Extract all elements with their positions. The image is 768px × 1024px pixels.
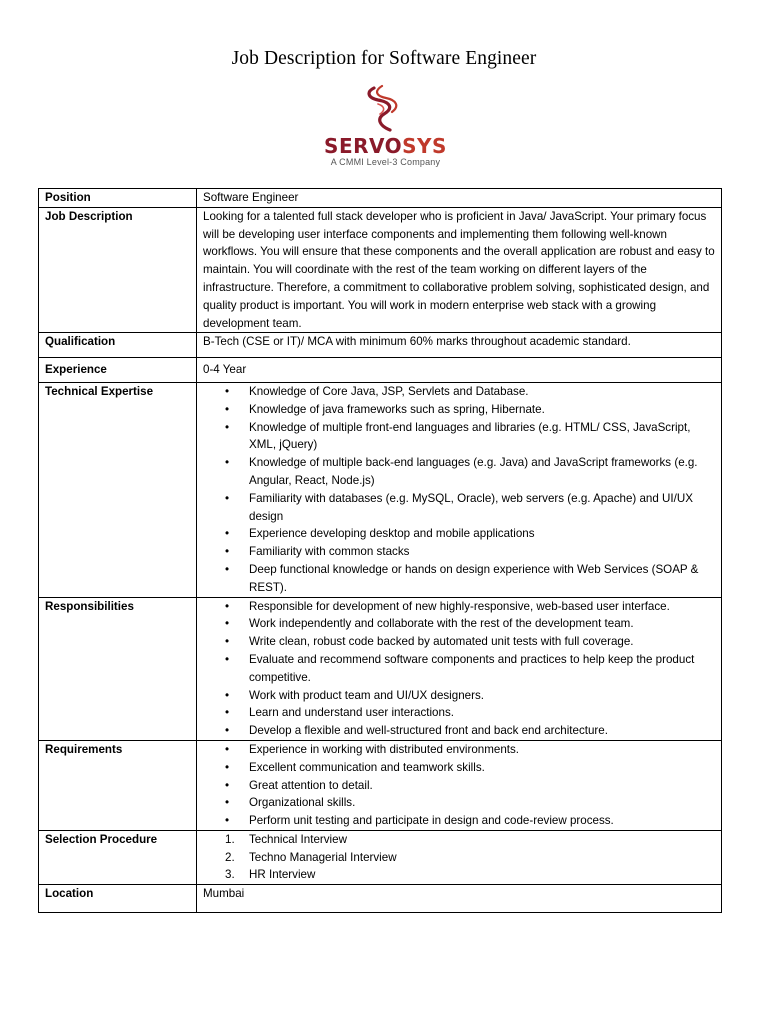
list-item: • Experience developing desktop and mobile applications [203, 525, 717, 543]
row-value [197, 382, 722, 597]
servosys-swirl-icon [360, 84, 410, 134]
row-label: Requirements [39, 740, 197, 830]
table-row-selection-procedure [39, 830, 722, 884]
list-item: • Familiarity with databases (e.g. MySQL, Oracle), web servers (e.g. Apache) and UI/UX design [203, 490, 717, 526]
row-label: Technical Expertise [39, 382, 197, 597]
row-value: Mumbai [197, 885, 722, 913]
list-item: • Work with product team and UI/UX designers. [203, 687, 717, 705]
list-item: • Write clean, robust code backed by automated unit tests with full coverage. [203, 633, 717, 651]
list-item: • Knowledge of multiple front-end languages and libraries (e.g. HTML/ CSS, JavaScript, XML, jQuery) [203, 419, 717, 455]
company-logo [318, 84, 453, 170]
technical-expertise-list [203, 383, 717, 597]
list-item: • Responsible for development of new highly-responsive, web-based user interface. [203, 598, 717, 616]
list-item: • Knowledge of java frameworks such as spring, Hibernate. [203, 401, 717, 419]
row-label: Job Description [39, 207, 197, 333]
row-label: Location [39, 885, 197, 913]
list-item: Technical Interview [249, 832, 347, 846]
list-item: • Knowledge of multiple back-end languages (e.g. Java) and JavaScript frameworks (e.g. Angular, React, Node.js) [203, 454, 717, 490]
row-value: B-Tech (CSE or IT)/ MCA with minimum 60% marks throughout academic standard. [197, 333, 722, 358]
row-label: Selection Procedure [39, 830, 197, 884]
row-value: Looking for a talented full stack developer who is proficient in Java/ JavaScript. Your primary focus will be developing user interface components and implementing them following well-known workflows. You will ensure that these components and the overall application are robust and easy to maintain. You will coordinate with the rest of the team working on different layers of the infrastructure. Therefore, a commitment to collaborative problem solving, sophisticated design, and quality product is important. You will work in modern enterprise web stack with a growing development team. [197, 207, 722, 333]
list-item: • Excellent communication and teamwork skills. [203, 759, 717, 777]
page-title: Job Description for Software Engineer [231, 48, 537, 69]
logo-wordmark: SERVOSYS [324, 134, 447, 158]
list-item: • Experience in working with distributed environments. [203, 741, 717, 759]
list-item: • Great attention to detail. [203, 777, 717, 795]
list-item: • Perform unit testing and participate in design and code-review process. [203, 812, 717, 830]
table-row-requirements [39, 740, 722, 830]
table-row-technical-expertise [39, 382, 722, 597]
row-label: Position [39, 189, 197, 208]
responsibilities-list [203, 598, 717, 740]
list-item: • Learn and understand user interactions. [203, 704, 717, 722]
row-value: Software Engineer [197, 189, 722, 208]
row-value [197, 740, 722, 830]
row-value [197, 597, 722, 740]
table-row-experience [39, 358, 722, 383]
list-item: • Work independently and collaborate with the rest of the development team. [203, 615, 717, 633]
list-item: • Knowledge of Core Java, JSP, Servlets and Database. [203, 383, 717, 401]
row-value [197, 830, 722, 884]
logo-tagline: A CMMI Level-3 Company [330, 157, 441, 167]
table-row-responsibilities [39, 597, 722, 740]
list-item: • Evaluate and recommend software components and practices to help keep the product competitive. [203, 651, 717, 687]
row-label: Experience [39, 358, 197, 383]
list-item: • Familiarity with common stacks [203, 543, 717, 561]
table-row-position [39, 189, 722, 208]
table-row-job-description [39, 207, 722, 333]
list-item: • Organizational skills. [203, 794, 717, 812]
row-value: 0-4 Year [197, 358, 722, 383]
table-row-qualification [39, 333, 722, 358]
requirements-list [203, 741, 717, 830]
list-item: HR Interview [249, 868, 316, 882]
row-label: Responsibilities [39, 597, 197, 740]
job-description-table [38, 188, 722, 913]
list-item: • Develop a flexible and well-structured front and back end architecture. [203, 722, 717, 740]
selection-procedure-list [203, 831, 717, 884]
list-item: Techno Managerial Interview [249, 850, 397, 864]
list-item: • Deep functional knowledge or hands on design experience with Web Services (SOAP & REST). [203, 561, 717, 597]
table-row-location [39, 885, 722, 913]
row-label: Qualification [39, 333, 197, 358]
